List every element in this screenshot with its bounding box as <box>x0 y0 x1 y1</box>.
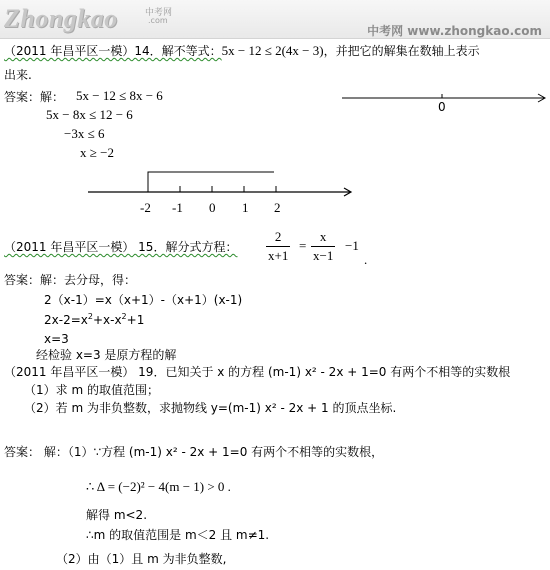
q19-range: ∴m 的取值范围是 m＜2 且 m≠1. <box>86 528 270 542</box>
q15-verification: 经检验 x=3 是原方程的解 <box>36 348 177 362</box>
solution-ray <box>148 172 274 192</box>
q15-frac1-numerator: 2 <box>274 229 282 244</box>
q15-step-2: $2x-2=x^2+x-x^2+1$ <box>44 312 145 327</box>
site-url[interactable]: 中考网 www.zhongkao.com <box>367 24 542 38</box>
q15-equals: = <box>299 238 307 253</box>
tick-label-0: 0 <box>209 200 216 215</box>
axis-origin-label: 0 <box>438 100 446 114</box>
q15-prompt <box>4 241 237 253</box>
solution-number-line <box>86 168 356 202</box>
q15-answer-intro: 答案：解：去分母，得： <box>4 273 137 287</box>
q15-fraction-2 <box>311 229 335 264</box>
q14-step-1: 5x − 12 ≤ 8x − 6 <box>76 88 163 103</box>
q19-discriminant: ∴ Δ = (−2)² − 4(m − 1) > 0 . <box>86 479 231 494</box>
q15-period: . <box>364 252 368 267</box>
q15-prefix: （2011 年昌平区一模） 15．解分式方程： <box>4 240 238 254</box>
q14-prompt <box>4 44 480 57</box>
q19-part-2: （2）若 m 为非负整数，求抛物线 y=(m-1) x² - 2x + 1 的顶点坐标. <box>24 401 397 415</box>
q19-part-1: （1）求 m 的取值范围； <box>24 383 159 397</box>
q19-solve: 解得 m<2. <box>86 508 148 522</box>
q14-step-4: x ≥ −2 <box>80 145 114 160</box>
q19-answer-1: 答案： 解：（1）∵方程 (m-1) x² - 2x + 1=0 有两个不相等的实数根， <box>4 445 384 459</box>
tick-label-neg1: -1 <box>172 200 183 215</box>
q15-frac2-denominator: x−1 <box>313 248 334 263</box>
logo-suffix: .com <box>148 16 168 25</box>
q15-step-3: x=3 <box>44 332 69 346</box>
q15-minus-one: −1 <box>345 238 359 253</box>
q14-inequality: 5x − 12 ≤ 2(4x − 3) <box>221 43 324 58</box>
tick-label-neg2: -2 <box>140 200 151 215</box>
site-logo[interactable]: Zhongkao <box>4 4 118 33</box>
site-header <box>0 0 550 39</box>
q15-frac1-denominator: x+1 <box>268 248 289 263</box>
tick-label-2: 2 <box>274 200 281 215</box>
q14-step-2: 5x − 8x ≤ 12 − 6 <box>46 107 133 122</box>
q14-prompt-line2: 出来. <box>4 68 32 82</box>
q19-prompt: （2011 年昌平区一模） 19．已知关于 x 的方程 (m-1) x² - 2x + 1=0 有两个不相等的实数根 <box>4 365 511 379</box>
logo-cn-text: 中考网 <box>145 8 173 18</box>
q15-fraction-1 <box>266 229 290 264</box>
q15-step-1: 2（x-1）=x（x+1）-（x+1）(x-1) <box>44 293 243 307</box>
q14-step-3: −3x ≤ 6 <box>64 126 105 141</box>
q19-part2-answer: （2）由（1）且 m 为非负整数, <box>56 552 227 566</box>
q14-prefix: （2011 年昌平区一模）14．解不等式： <box>4 44 222 58</box>
q14-suffix: ，并把它的解集在数轴上表示 <box>323 44 480 58</box>
tick-label-1: 1 <box>242 200 249 215</box>
q14-answer-label: 答案：解： <box>4 90 65 104</box>
q15-frac2-numerator: x <box>319 229 327 244</box>
